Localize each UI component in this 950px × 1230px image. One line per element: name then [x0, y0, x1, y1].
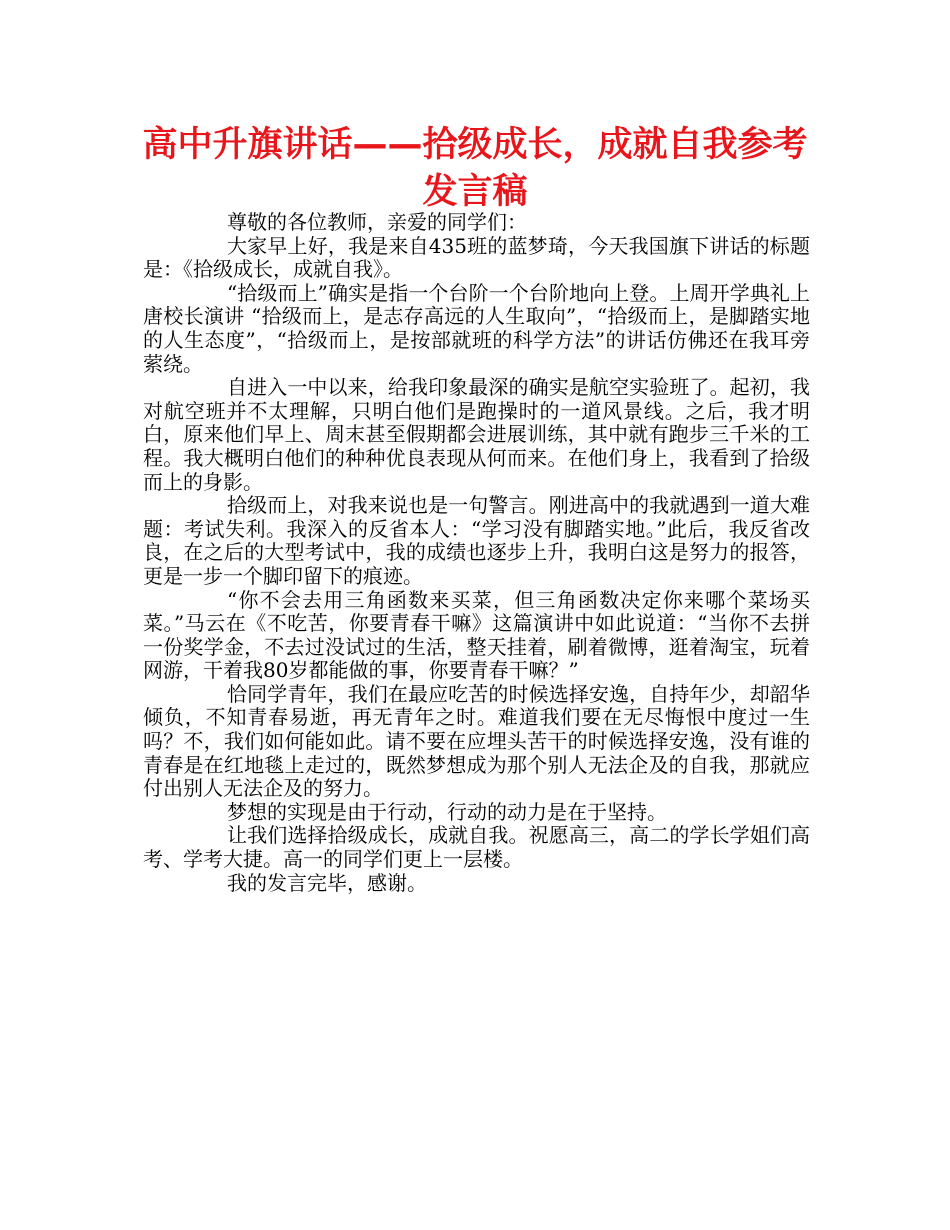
body-paragraph: 拾级而上，对我来说也是一句警言。刚进高中的我就遇到一道大难题：考试失利。我深入的反省本人：“学习没有脚踏实地。”此后，我反省改良，在之后的大型考试中，我的成绩也逐步上升，我明白这是努力的报答，更是一步一个脚印留下的痕迹。: [143, 493, 810, 588]
body-paragraph: 恰同学青年，我们在最应吃苦的时候选择安逸，自持年少，却韶华倾负，不知青春易逝，再无青年之时。难道我们要在无尽悔恨中度过一生吗？不，我们如何能如此。请不要在应埋头苦干的时候选择安逸，没有谁的青春是在红地毯上走过的，既然梦想成为那个别人无法企及的自我，那就应付出别人无法企及的努力。: [143, 681, 810, 801]
intro-paragraph: 大家早上好，我是来自435班的蓝梦琦，今天我国旗下讲话的标题是：《拾级成长，成就自我》。: [143, 233, 810, 282]
body-paragraph: 让我们选择拾级成长，成就自我。祝愿高三，高二的学长学姐们高考、学考大捷。高一的同学们更上一层楼。: [143, 823, 810, 872]
closing-paragraph: 我的发言完毕，感谢。: [227, 870, 427, 895]
document-body: [143, 211, 810, 895]
body-paragraph: “你不会去用三角函数来买菜，但三角函数决定你来哪个菜场买菜。”马云在《不吃苦，你要青春干嘛》这篇演讲中如此说道：“当你不去拼一份奖学金，不去过没试过的生活，整天挂着，刷着微博，逛着淘宝，玩着网游，干着我80岁都能做的事，你要青春干嘛？”: [143, 587, 810, 683]
body-paragraph: “拾级而上”确实是指一个台阶一个台阶地向上登。上周开学典礼上唐校长演讲 “拾级而上，是志存高远的人生取向”，“拾级而上，是脚踏实地的人生态度”，“拾级而上，是按部就班的科学方法”的讲话仿佛还在我耳旁萦绕。: [143, 280, 810, 376]
body-paragraph: 梦想的实现是由于行动，行动的动力是在于坚持。: [227, 799, 667, 824]
document-title: 高中升旗讲话——拾级成长，成就自我参考发言稿: [142, 125, 808, 212]
salutation-paragraph: 尊敬的各位教师，亲爱的同学们：: [227, 210, 527, 234]
body-paragraph: 自进入一中以来，给我印象最深的确实是航空实验班了。起初，我对航空班并不太理解，只明白他们是跑操时的一道风景线。之后，我才明白，原来他们早上、周末甚至假期都会进展训练，其中就有跑步三千米的工程。我大概明白他们的种种优良表现从何而来。在他们身上，我看到了拾级而上的身影。: [143, 375, 810, 494]
